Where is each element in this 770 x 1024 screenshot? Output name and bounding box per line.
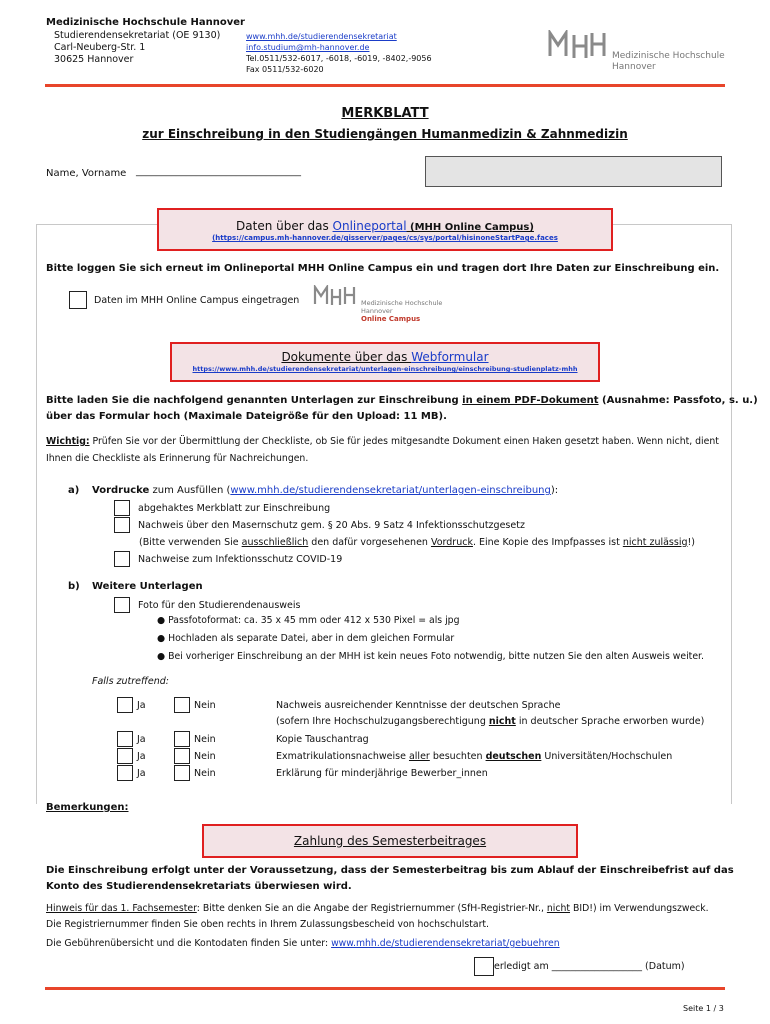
part-b-photo: Foto für den Studierendenausweis (114, 597, 300, 613)
minor-ja-checkbox[interactable] (117, 765, 133, 781)
semester-hint: Hinweis für das 1. Fachsemester: Bitte denken Sie an die Angabe der Registriernummer (SfH-Registrier-Nr., nicht BID!) im Verwendungszweck. (46, 903, 709, 914)
exmat-ja-checkbox[interactable] (117, 748, 133, 764)
lang-nein-checkbox[interactable] (174, 697, 190, 713)
wichtig-note: Wichtig: Prüfen Sie vor der Übermittlung der Checkliste, ob Sie für jedes mitgesandte Dokument einen Haken gesetzt haben. Wenn nicht, dient (46, 436, 719, 447)
mhh-small-logo-icon (313, 285, 357, 307)
street: Carl-Neuberg-Str. 1 (54, 42, 146, 53)
lang-nein: Nein (174, 697, 216, 713)
page-title: MERKBLATT (341, 106, 429, 121)
opt-language: Nachweis ausreichender Kenntnisse der deutschen Sprache (276, 700, 561, 711)
portal-section-header (157, 208, 613, 251)
done-row: erledigt am ___________________ (Datum) (474, 957, 685, 976)
header-rule (45, 84, 725, 87)
portal-title: Daten über das Onlineportal (MHH Online Campus) (236, 219, 534, 233)
tausch-nein: Nein (174, 731, 216, 747)
opt-minor: Erklärung für minderjährige Bewerber_innen (276, 768, 488, 779)
fax-number: Fax 0511/532-6020 (246, 65, 324, 74)
minor-nein-checkbox[interactable] (174, 765, 190, 781)
website-link[interactable]: www.mhh.de/studierendensekretariat (246, 32, 397, 41)
part-b-marker: b) (68, 581, 80, 592)
email-link[interactable]: info.studium@mh-hannover.de (246, 43, 370, 52)
footer-rule (45, 987, 725, 990)
semester-hint-line2: Die Registriernummer finden Sie oben rechts in Ihrem Zulassungsbescheid von hochschulstart. (46, 919, 489, 930)
page-number: Seite 1 / 3 (683, 1004, 724, 1013)
oc-logo-line3: Online Campus (361, 315, 421, 323)
onlineportal-link[interactable]: Onlineportal (332, 219, 407, 233)
dept-name: Studierendensekretariat (OE 9130) (54, 30, 221, 41)
vordrucke-link[interactable]: www.mhh.de/studierendensekretariat/unterlagen-einschreibung (230, 485, 551, 496)
mhh-logo-icon (548, 30, 608, 60)
name-input[interactable] (425, 156, 722, 187)
phone-numbers: Tel.0511/532-6017, -6018, -6019, -8402,-9056 (246, 54, 432, 63)
payment-section-header (202, 824, 578, 858)
name-label: Name, Vorname (46, 168, 127, 179)
opt-exmat: Exmatrikulationsnachweise aller besuchten deutschen Universitäten/Hochschulen (276, 751, 673, 762)
payment-text-1: Die Einschreibung erfolgt unter der Voraussetzung, dass der Semesterbeitrag bis zum Ablauf der Einschreibefrist auf das (46, 865, 734, 876)
masernschutz-checkbox[interactable] (114, 517, 130, 533)
org-name: Medizinische Hochschule Hannover (46, 17, 245, 28)
part-a-heading: Vordrucke zum Ausfüllen (www.mhh.de/studierendensekretariat/unterlagen-einschreibung): (92, 485, 559, 496)
fees-link[interactable]: www.mhh.de/studierendensekretariat/gebuehren (331, 938, 560, 949)
minor-nein: Nein (174, 765, 216, 781)
fees-line: Die Gebührenübersicht und die Kontodaten finden Sie unter: www.mhh.de/studierendensekretariat/gebuehren (46, 938, 560, 949)
done-checkbox[interactable] (474, 957, 494, 976)
lang-ja-checkbox[interactable] (117, 697, 133, 713)
part-a-marker: a) (68, 485, 80, 496)
tausch-ja: Ja (117, 731, 146, 747)
merkblatt-checkbox[interactable] (114, 500, 130, 516)
part-a-item2: Nachweis über den Masernschutz gem. § 20 Abs. 9 Satz 4 Infektionsschutzgesetz (114, 517, 525, 533)
part-a-item2-note: (Bitte verwenden Sie ausschließlich den dafür vorgesehenen Vordruck. Eine Kopie des Impfpasses ist nicht zulässig!) (139, 537, 696, 548)
docs-section-header (170, 342, 600, 382)
mhh-logo (548, 30, 738, 74)
tausch-ja-checkbox[interactable] (117, 731, 133, 747)
oc-logo-line2: Hannover (361, 307, 393, 315)
wichtig-note-line2: Ihnen die Checkliste als Erinnerung für Nachreichungen. (46, 453, 309, 464)
city: 30625 Hannover (54, 54, 134, 65)
online-campus-logo (313, 285, 453, 327)
docs-instruction: Bitte laden Sie die nachfolgend genannten Unterlagen zur Einschreibung in einem PDF-Dokument (Ausnahme: Passfoto, s. u.) (46, 395, 758, 406)
tausch-nein-checkbox[interactable] (174, 731, 190, 747)
part-a-item1: abgehaktes Merkblatt zur Einschreibung (114, 500, 330, 516)
photo-bullet-2: ● Hochladen als separate Datei, aber in dem gleichen Formular (157, 633, 455, 644)
exmat-nein-checkbox[interactable] (174, 748, 190, 764)
part-b-heading: Weitere Unterlagen (92, 581, 203, 592)
photo-bullet-1: ● Passfotoformat: ca. 35 x 45 mm oder 412 x 530 Pixel = als jpg (157, 615, 460, 626)
bemerkungen-label: Bemerkungen: (46, 802, 129, 813)
webformular-link[interactable]: Webformular (411, 350, 489, 364)
payment-title: Zahlung des Semesterbeitrages (293, 834, 487, 848)
payment-text-2: Konto des Studierendensekretariats überwiesen wird. (46, 881, 352, 892)
oc-logo-line1: Medizinische Hochschule (361, 299, 443, 307)
opt-language-note: (sofern Ihre Hochschulzugangsberechtigung nicht in deutscher Sprache erworben wurde) (276, 716, 705, 727)
name-line: _________________________________ (136, 166, 301, 177)
photo-checkbox[interactable] (114, 597, 130, 613)
minor-ja: Ja (117, 765, 146, 781)
falls-zutreffend: Falls zutreffend: (92, 676, 169, 687)
portal-checkbox[interactable] (69, 291, 87, 309)
exmat-ja: Ja (117, 748, 146, 764)
header-address (46, 17, 245, 65)
part-a-item3: Nachweise zum Infektionsschutz COVID-19 (114, 551, 342, 567)
portal-checkbox-row (69, 291, 299, 309)
lang-ja: Ja (117, 697, 146, 713)
docs-instruction-line2: über das Formular hoch (Maximale Dateigröße für den Upload: 11 MB). (46, 411, 447, 422)
portal-checkbox-label: Daten im MHH Online Campus eingetragen (94, 294, 300, 306)
docs-url[interactable]: https://www.mhh.de/studierendensekretariat/unterlagen-einschreibung/einschreibung-studienplatz-mhh (192, 365, 578, 373)
logo-text: Medizinische Hochschule Hannover (612, 51, 725, 72)
header-contact (246, 31, 432, 75)
photo-bullet-3: ● Bei vorheriger Einschreibung an der MHH ist kein neues Foto notwendig, bitte nutzen Sie den alten Ausweis weiter. (157, 651, 704, 662)
portal-instruction: Bitte loggen Sie sich erneut im Onlineportal MHH Online Campus ein und tragen dort Ihre Daten zur Einschreibung ein. (46, 263, 720, 274)
covid-checkbox[interactable] (114, 551, 130, 567)
page-subtitle: zur Einschreibung in den Studiengängen Humanmedizin & Zahnmedizin (142, 127, 628, 141)
portal-url[interactable]: (https://campus.mh-hannover.de/qisserver/pages/cs/sys/portal/hisinoneStartPage.faces (212, 234, 558, 242)
docs-title: Dokumente über das Webformular (281, 350, 489, 364)
opt-tausch: Kopie Tauschantrag (276, 734, 369, 745)
exmat-nein: Nein (174, 748, 216, 764)
